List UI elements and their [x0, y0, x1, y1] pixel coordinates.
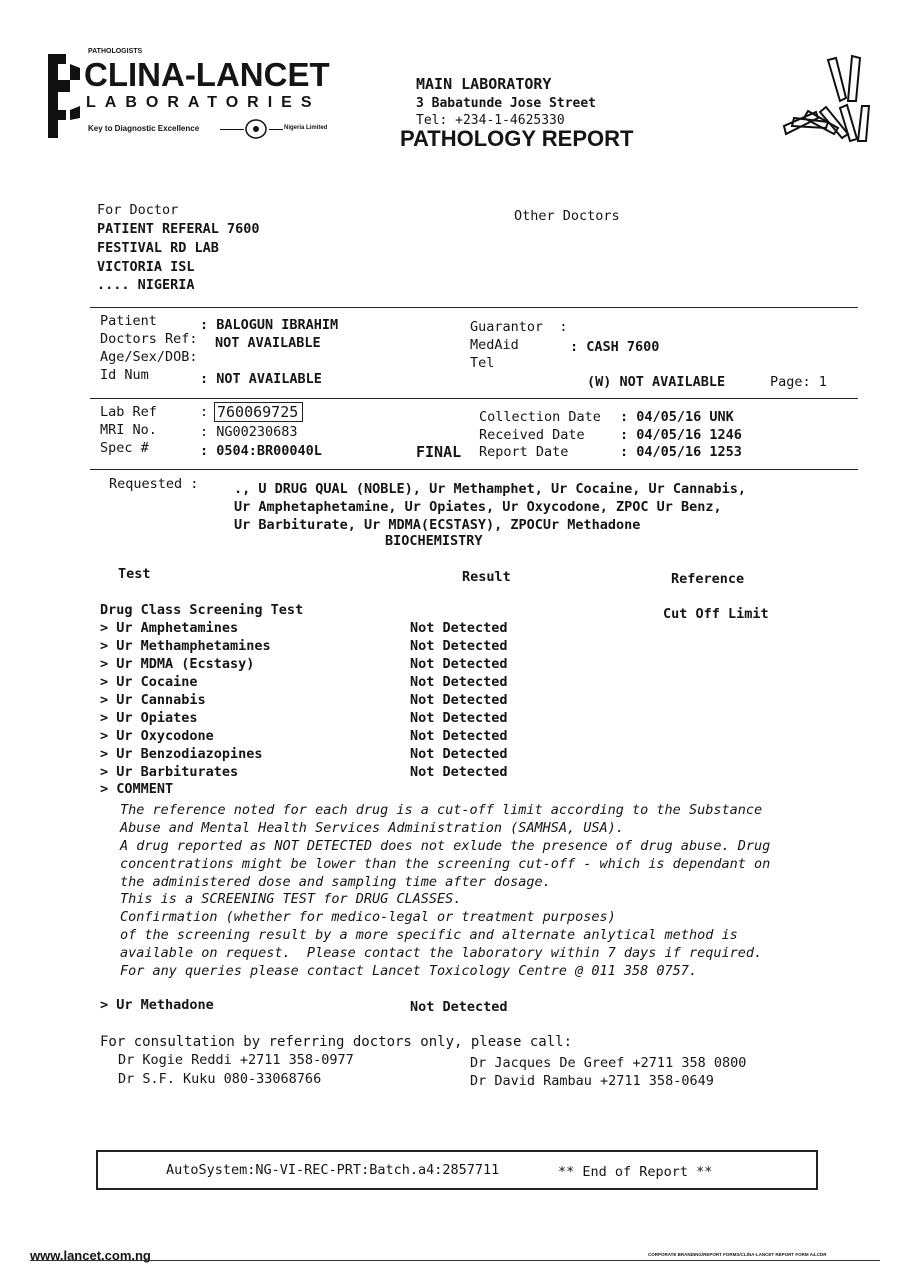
- comment-line-2: Abuse and Mental Health Services Administration (SAMHSA, USA).: [120, 820, 624, 836]
- divider-3: [90, 469, 858, 470]
- patient-label: Patient: [100, 313, 157, 329]
- guarantor-label: Guarantor :: [470, 319, 568, 335]
- final-status: FINAL: [416, 443, 462, 461]
- tel-label: Tel: [470, 355, 495, 371]
- drug-name: > Ur MDMA (Ecstasy): [100, 656, 255, 672]
- id-num-label: Id Num: [100, 367, 149, 383]
- received-date-label: Received Date: [479, 427, 585, 443]
- drug-result: Not Detected: [410, 999, 508, 1015]
- drug-result: Not Detected: [410, 656, 508, 672]
- doctor-line-1: PATIENT REFERAL 7600: [97, 221, 260, 237]
- doctor-contact-4: Dr David Rambau +2711 358-0649: [470, 1073, 714, 1089]
- comment-line-4: concentrations might be lower than the screening cut-off - which is dependant on: [120, 856, 771, 872]
- website-link[interactable]: www.lancet.com.ng: [30, 1248, 151, 1263]
- w-value: (W) NOT AVAILABLE: [587, 374, 726, 390]
- requested-line-1: ., U DRUG QUAL (NOBLE), Ur Methamphet, Ur Cocaine, Ur Cannabis,: [234, 481, 747, 497]
- consultation-intro: For consultation by referring doctors only, please call:: [100, 1034, 573, 1050]
- list-item: [100, 638, 540, 656]
- drug-name: > Ur Oxycodone: [100, 728, 214, 744]
- corner-fan-logo-icon: [770, 46, 870, 146]
- doctor-contact-2: Dr S.F. Kuku 080-33068766: [118, 1071, 322, 1087]
- doctors-ref-label: Doctors Ref:: [100, 331, 198, 347]
- lab-address: 3 Babatunde Jose Street: [416, 96, 597, 111]
- screening-title: Drug Class Screening Test: [100, 602, 304, 618]
- column-reference: Reference: [671, 571, 745, 587]
- comment-line-6: This is a SCREENING TEST for DRUG CLASSES.: [120, 891, 462, 907]
- page-title: PATHOLOGY REPORT: [400, 126, 634, 151]
- list-item: [100, 746, 540, 764]
- drug-name: > Ur Methadone: [100, 997, 214, 1013]
- spec-value: : 0504:BR00040L: [200, 443, 322, 459]
- other-doctors-label: Other Doctors: [514, 208, 620, 224]
- page-number: Page: 1: [770, 374, 827, 390]
- logo-name: CLINA-LANCET: [84, 56, 330, 93]
- collection-date-label: Collection Date: [479, 409, 601, 425]
- list-item: [100, 692, 540, 710]
- list-item: [100, 710, 540, 728]
- logo-pathologists-text: PATHOLOGISTS: [88, 48, 143, 55]
- received-date-value: : 04/05/16 1246: [620, 427, 742, 443]
- drug-name: > Ur Cannabis: [100, 692, 206, 708]
- comment-line-1: The reference noted for each drug is a cut-off limit according to the Substance: [120, 802, 763, 818]
- partner-emblem-icon: [244, 118, 268, 140]
- requested-line-2: Ur Amphetaphetamine, Ur Opiates, Ur Oxycodone, ZPOC Ur Benz,: [234, 499, 722, 515]
- drug-result: Not Detected: [410, 710, 508, 726]
- comment-line-7: Confirmation (whether for medico-legal or treatment purposes): [120, 909, 616, 925]
- drug-result: Not Detected: [410, 728, 508, 744]
- logo-subtitle: LABORATORIES: [86, 94, 321, 111]
- drug-result: Not Detected: [410, 638, 508, 654]
- list-item: [100, 764, 540, 782]
- age-sex-dob-label: Age/Sex/DOB:: [100, 349, 198, 365]
- comment-line-5: the administered dose and sampling time after dosage.: [120, 874, 551, 890]
- drug-result: Not Detected: [410, 620, 508, 636]
- drug-result: Not Detected: [410, 674, 508, 690]
- list-item: [100, 997, 540, 1015]
- lab-name: MAIN LABORATORY: [416, 75, 552, 93]
- drug-name: > Ur Barbiturates: [100, 764, 239, 780]
- doctors-ref-value: NOT AVAILABLE: [215, 335, 321, 351]
- company-logo: [44, 46, 344, 146]
- comment-line-10: For any queries please contact Lancet Toxicology Centre @ 011 358 0757.: [120, 963, 698, 979]
- patient-name: : BALOGUN IBRAHIM: [200, 317, 339, 333]
- logo-partner-line: [269, 129, 283, 130]
- lab-ref-colon: :: [200, 404, 209, 420]
- drug-name: > Ur Amphetamines: [100, 620, 239, 636]
- drug-name: > Ur Benzodiazopines: [100, 746, 263, 762]
- doctor-line-2: FESTIVAL RD LAB: [97, 240, 219, 256]
- logo-tagline-line: [220, 129, 244, 130]
- medaid-label: MedAid: [470, 337, 519, 353]
- doctor-contact-3: Dr Jacques De Greef +2711 358 0800: [470, 1055, 747, 1071]
- form-code: CORPORATE BRANDING/REPORT FORMS/CLINA-LANCET REPORT FORM A4.CDR: [648, 1252, 827, 1257]
- lab-tel: Tel: +234-1-4625330: [416, 113, 565, 128]
- screening-reference: Cut Off Limit: [663, 606, 769, 622]
- doctor-line-4: .... NIGERIA: [97, 277, 195, 293]
- report-date-label: Report Date: [479, 444, 569, 460]
- spec-label: Spec #: [100, 440, 149, 456]
- column-result: Result: [462, 569, 511, 585]
- column-test: Test: [118, 566, 151, 582]
- divider-2: [90, 398, 858, 399]
- drug-result: Not Detected: [410, 764, 508, 780]
- end-of-report: ** End of Report **: [558, 1164, 713, 1180]
- divider-1: [90, 307, 858, 308]
- lab-ref-value: 760069725: [214, 402, 303, 422]
- logo-emblem-icon: [44, 50, 84, 142]
- comment-line-9: available on request. Please contact the laboratory within 7 days if required.: [120, 945, 763, 961]
- drug-name: > Ur Opiates: [100, 710, 198, 726]
- section-heading: BIOCHEMISTRY: [385, 533, 483, 549]
- doctor-contact-1: Dr Kogie Reddi +2711 358-0977: [118, 1052, 354, 1068]
- list-item: [100, 620, 540, 638]
- drug-name: > Ur Cocaine: [100, 674, 198, 690]
- requested-line-3: Ur Barbiturate, Ur MDMA(ECSTASY), ZPOCUr Methadone: [234, 517, 641, 533]
- drug-result: Not Detected: [410, 746, 508, 762]
- logo-partner-text: Nigeria Limited: [284, 125, 328, 131]
- requested-label: Requested :: [109, 476, 199, 492]
- doctor-line-3: VICTORIA ISL: [97, 259, 195, 275]
- logo-tagline: Key to Diagnostic Excellence: [88, 124, 200, 133]
- comment-line-3: A drug reported as NOT DETECTED does not exlude the presence of drug abuse. Drug: [120, 838, 771, 854]
- list-item: [100, 728, 540, 746]
- id-num-value: : NOT AVAILABLE: [200, 371, 322, 387]
- report-date-value: : 04/05/16 1253: [620, 444, 742, 460]
- comment-label: > COMMENT: [100, 781, 174, 797]
- drug-result: Not Detected: [410, 692, 508, 708]
- bottom-divider: [30, 1260, 880, 1261]
- list-item: [100, 674, 540, 692]
- lab-ref-label: Lab Ref: [100, 404, 157, 420]
- list-item: [100, 656, 540, 674]
- drug-name: > Ur Methamphetamines: [100, 638, 271, 654]
- comment-line-8: of the screening result by a more specific and alternate anlytical method is: [120, 927, 738, 943]
- footer-box: [96, 1150, 818, 1190]
- medaid-value: : CASH 7600: [570, 339, 660, 355]
- autosystem-code: AutoSystem:NG-VI-REC-PRT:Batch.a4:2857711: [166, 1162, 500, 1178]
- for-doctor-label: For Doctor: [97, 202, 179, 218]
- mri-label: MRI No.: [100, 422, 157, 438]
- mri-value: : NG00230683: [200, 424, 298, 440]
- collection-date-value: : 04/05/16 UNK: [620, 409, 734, 425]
